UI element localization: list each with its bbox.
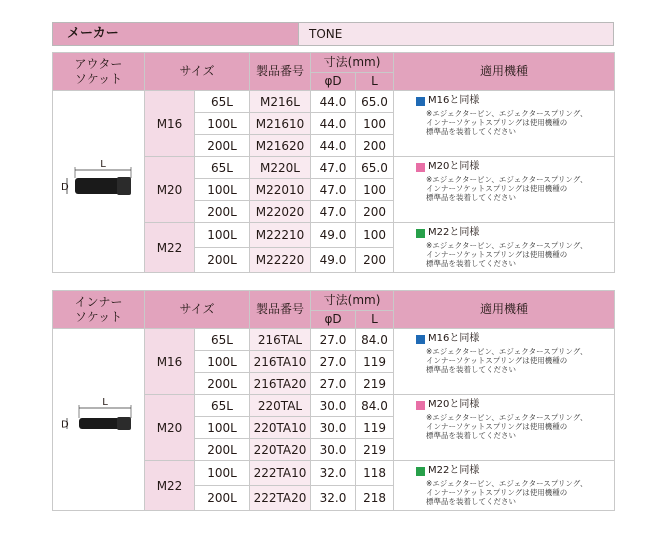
phi-d-cell: 32.0: [311, 486, 356, 511]
size-cell: M16: [145, 91, 195, 157]
dims-header: 寸法(mm): [311, 291, 394, 311]
color-swatch-icon: [416, 163, 425, 172]
length-cell: 100L: [195, 461, 250, 486]
application-cell: [394, 223, 615, 273]
length-cell: 100L: [195, 179, 250, 201]
color-swatch-icon: [416, 335, 425, 344]
socket-diagram-cell: [53, 91, 145, 273]
application-cell: [394, 329, 615, 395]
size-header: サイズ: [145, 53, 250, 91]
table-row: [53, 329, 615, 351]
l-cell: 84.0: [356, 329, 394, 351]
application-header: 適用機種: [394, 53, 615, 91]
phi-d-cell: 30.0: [311, 439, 356, 461]
size-cell: M22: [145, 223, 195, 273]
application-note: ※エジェクタービン、エジェクタースプリング、 インナーソケットスプリングは使用機種の 標準品を装着してください: [426, 413, 588, 440]
color-swatch-icon: [416, 467, 425, 476]
part-number-cell: 220TAL: [250, 395, 311, 417]
l-cell: 100: [356, 113, 394, 135]
phi-d-cell: 27.0: [311, 329, 356, 351]
size-cell: M20: [145, 395, 195, 461]
inner-socket-diagram: [57, 396, 141, 440]
l-cell: 100: [356, 223, 394, 248]
maker-label: メーカー: [53, 23, 298, 45]
phi-d-cell: 32.0: [311, 461, 356, 486]
diameter-label: D: [60, 182, 69, 193]
color-swatch-icon: [416, 97, 425, 106]
application-title: [416, 465, 608, 477]
maker-value: TONE: [298, 23, 613, 45]
l-cell: 200: [356, 201, 394, 223]
phi-d-cell: 44.0: [311, 135, 356, 157]
phi-d-cell: 30.0: [311, 417, 356, 439]
part-number-cell: 216TA20: [250, 373, 311, 395]
phi-d-cell: 44.0: [311, 91, 356, 113]
length-cell: 65L: [195, 157, 250, 179]
phi-d-cell: 47.0: [311, 179, 356, 201]
outer-socket-table: [52, 52, 615, 273]
diameter-label: D: [60, 419, 69, 431]
outer-socket-diagram: [57, 158, 141, 202]
phi-d-cell: 27.0: [311, 351, 356, 373]
color-swatch-icon: [416, 229, 425, 238]
length-cell: 200L: [195, 248, 250, 273]
application-title-text: M22と同様: [428, 465, 480, 476]
application-note: ※エジェクタービン、エジェクタースプリング、 インナーソケットスプリングは使用機種の 標準品を装着してください: [426, 109, 588, 136]
part-number-cell: 222TA10: [250, 461, 311, 486]
l-cell: 218: [356, 486, 394, 511]
phi-d-cell: 30.0: [311, 395, 356, 417]
part-number-cell: 220TA10: [250, 417, 311, 439]
part-no-header: 製品番号: [250, 291, 311, 329]
size-header: サイズ: [145, 291, 250, 329]
length-cell: 65L: [195, 329, 250, 351]
phi-d-header: φD: [311, 311, 356, 329]
l-header: L: [356, 73, 394, 91]
l-cell: 219: [356, 439, 394, 461]
l-cell: 100: [356, 179, 394, 201]
socket-type-header: アウター ソケット: [53, 53, 145, 91]
application-note: ※エジェクタービン、エジェクタースプリング、 インナーソケットスプリングは使用機種の 標準品を装着してください: [426, 479, 588, 506]
size-cell: M22: [145, 461, 195, 511]
length-cell: 100L: [195, 113, 250, 135]
socket-end: [117, 177, 131, 195]
application-cell: [394, 157, 615, 223]
application-note: ※エジェクタービン、エジェクタースプリング、 インナーソケットスプリングは使用機種の 標準品を装着してください: [426, 175, 588, 202]
application-cell: [394, 395, 615, 461]
l-cell: 65.0: [356, 157, 394, 179]
l-cell: 200: [356, 248, 394, 273]
phi-d-cell: 49.0: [311, 223, 356, 248]
application-cell: [394, 91, 615, 157]
part-no-header: 製品番号: [250, 53, 311, 91]
size-cell: M20: [145, 157, 195, 223]
application-title: [416, 227, 608, 239]
application-title-text: M22と同様: [428, 227, 480, 238]
l-header: L: [356, 311, 394, 329]
part-number-cell: M22220: [250, 248, 311, 273]
phi-d-cell: 27.0: [311, 373, 356, 395]
part-number-cell: 216TAL: [250, 329, 311, 351]
application-title: [416, 399, 608, 411]
length-cell: 100L: [195, 417, 250, 439]
phi-d-cell: 44.0: [311, 113, 356, 135]
part-number-cell: M21610: [250, 113, 311, 135]
part-number-cell: M220L: [250, 157, 311, 179]
phi-d-cell: 47.0: [311, 157, 356, 179]
phi-d-cell: 47.0: [311, 201, 356, 223]
part-number-cell: M22210: [250, 223, 311, 248]
application-cell: [394, 461, 615, 511]
length-label: L: [101, 397, 108, 408]
length-cell: 200L: [195, 439, 250, 461]
application-title: [416, 161, 608, 173]
application-title-text: M16と同様: [428, 95, 480, 106]
size-cell: M16: [145, 329, 195, 395]
inner-socket-table: [52, 290, 615, 511]
length-cell: 65L: [195, 395, 250, 417]
application-note: ※エジェクタービン、エジェクタースプリング、 インナーソケットスプリングは使用機種の 標準品を装着してください: [426, 241, 588, 268]
l-cell: 118: [356, 461, 394, 486]
length-cell: 100L: [195, 223, 250, 248]
part-number-cell: M216L: [250, 91, 311, 113]
color-swatch-icon: [416, 401, 425, 410]
length-cell: 200L: [195, 135, 250, 157]
application-title: [416, 333, 608, 345]
part-number-cell: 216TA10: [250, 351, 311, 373]
application-note: ※エジェクタービン、エジェクタースプリング、 インナーソケットスプリングは使用機種の 標準品を装着してください: [426, 347, 588, 374]
length-cell: 200L: [195, 486, 250, 511]
socket-type-header: インナー ソケット: [53, 291, 145, 329]
phi-d-cell: 49.0: [311, 248, 356, 273]
l-cell: 84.0: [356, 395, 394, 417]
dims-header: 寸法(mm): [311, 53, 394, 73]
length-cell: 100L: [195, 351, 250, 373]
application-header: 適用機種: [394, 291, 615, 329]
application-title-text: M16と同様: [428, 333, 480, 344]
application-title-text: M20と同様: [428, 161, 480, 172]
socket-diagram-cell: [53, 329, 145, 511]
part-number-cell: 222TA20: [250, 486, 311, 511]
l-cell: 119: [356, 351, 394, 373]
length-cell: 200L: [195, 201, 250, 223]
part-number-cell: M21620: [250, 135, 311, 157]
part-number-cell: 220TA20: [250, 439, 311, 461]
application-title-text: M20と同様: [428, 399, 480, 410]
l-cell: 119: [356, 417, 394, 439]
l-cell: 65.0: [356, 91, 394, 113]
part-number-cell: M22020: [250, 201, 311, 223]
application-title: [416, 95, 608, 107]
part-number-cell: M22010: [250, 179, 311, 201]
phi-d-header: φD: [311, 73, 356, 91]
l-cell: 200: [356, 135, 394, 157]
length-cell: 65L: [195, 91, 250, 113]
maker-bar: [52, 22, 614, 46]
socket-end: [117, 417, 131, 430]
l-cell: 219: [356, 373, 394, 395]
length-cell: 200L: [195, 373, 250, 395]
table-row: [53, 91, 615, 113]
length-label: L: [99, 159, 106, 170]
